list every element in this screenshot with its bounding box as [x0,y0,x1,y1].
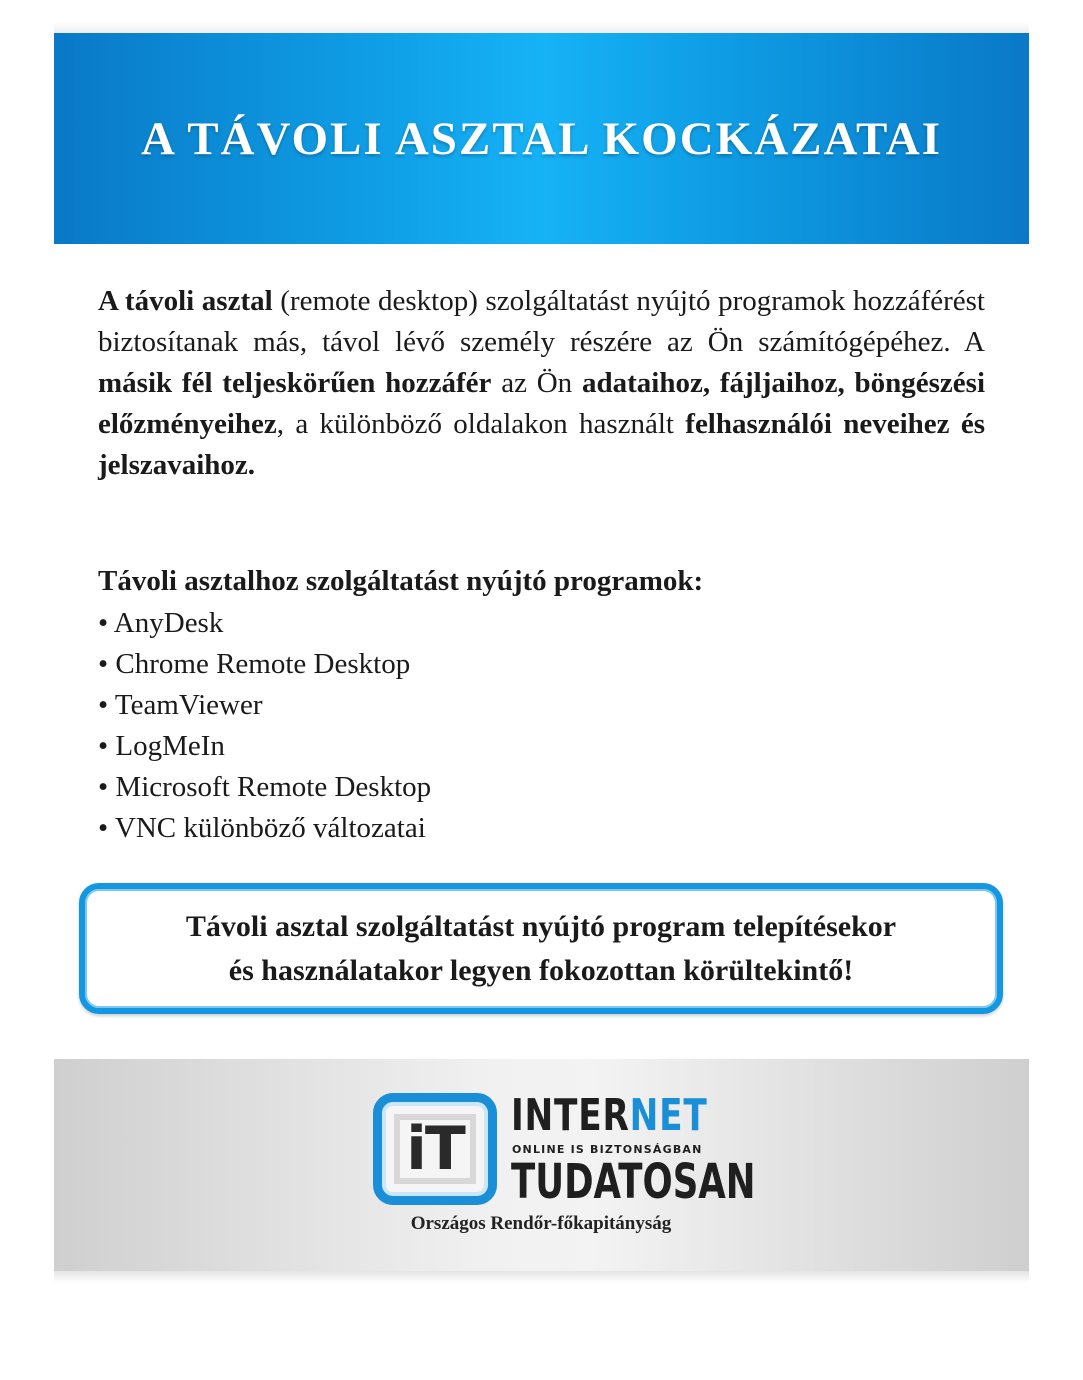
brand-net: NET [629,1090,708,1141]
program-item-teamviewer: • TeamViewer [98,689,263,721]
page-title: A TÁVOLI ASZTAL KOCKÁZATAI [140,112,943,165]
program-item-logmein: • LogMeIn [98,730,225,762]
program-item-microsoft-remote-desktop: • Microsoft Remote Desktop [98,771,432,803]
intro-segment: A távoli asztal [98,285,273,317]
footer-shadow [54,1271,1029,1283]
intro-segment: az Ön [491,367,582,399]
brand-tagline: ONLINE IS BIZTONSÁGBAN [512,1143,703,1156]
brand-internet [511,1092,708,1140]
programs-heading: Távoli asztalhoz szolgáltatást nyújtó programok: [98,565,704,597]
intro-segment: (remote desktop) szolgáltatást nyújtó programok hozzáférést biztosítanak más, távol lévő személy részére az Ön számítógépéhez. A [98,285,985,358]
it-logo-icon [373,1093,497,1205]
intro-segment: felhasználói neveihez és jelszavaihoz. [98,408,985,481]
program-item-vnc: • VNC különböző változatai [98,812,426,844]
warning-box [79,883,1003,1014]
warning-line-2: és használatakor legyen fokozottan körültekintő! [228,953,854,987]
title-banner [54,33,1029,244]
intro-paragraph [98,281,985,486]
brand-tudatosan: TUDATOSAN [511,1154,756,1210]
intro-segment: , a különböző oldalakon használt [276,408,686,440]
logo-glyph: iT [406,1114,464,1184]
program-item-anydesk: • AnyDesk [98,607,224,639]
organization-name: Országos Rendőr-főkapitányság [410,1213,672,1234]
program-item-chrome-remote-desktop: • Chrome Remote Desktop [98,648,411,680]
intro-segment: másik fél teljeskörűen hozzáfér [98,367,492,399]
intro-segment: adataihoz, fájljaihoz, böngészési előzményeihez [98,367,986,440]
warning-text [186,905,896,993]
warning-line-1: Távoli asztal szolgáltatást nyújtó program telepítésekor [185,909,897,943]
programs-list [98,603,431,849]
brand-inter: INTER [511,1090,630,1141]
